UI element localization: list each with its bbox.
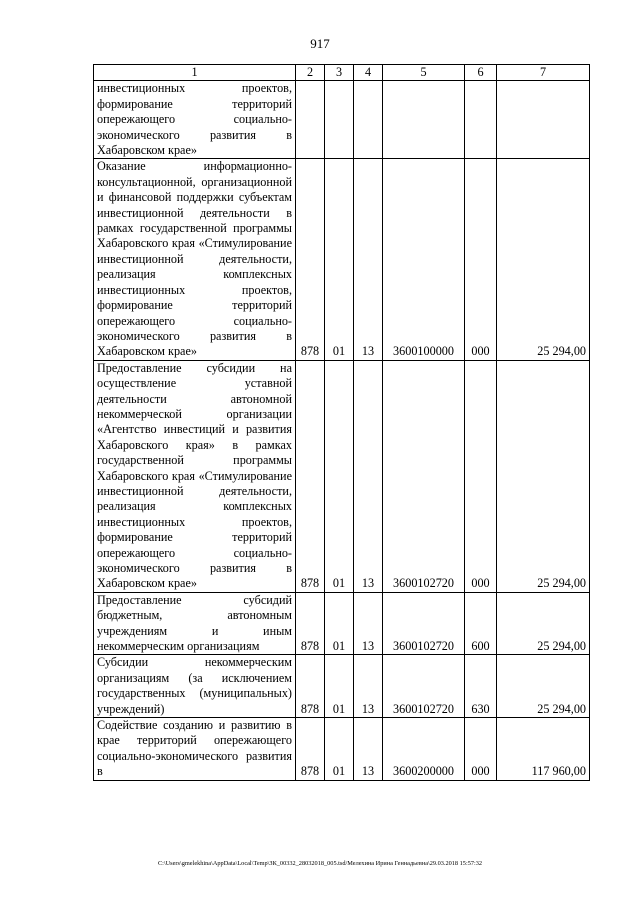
table-row [94, 592, 590, 655]
row-target-article: 3600102720 [383, 655, 465, 718]
header-col-3: 3 [325, 65, 354, 81]
file-path-footer: C:\Users\gmelekhina\AppData\Local\Temp\ЗК_00332_28032018_005.tsd/Мелехина Ирина Геннадьевна\29.03.2018 15:57:32 [157, 860, 483, 867]
header-col-6: 6 [465, 65, 497, 81]
row-amount [497, 81, 590, 159]
row-expense-type: 600 [465, 592, 497, 655]
row-section-code: 01 [325, 592, 354, 655]
row-ministry-code: 878 [296, 159, 325, 360]
row-target-article [383, 81, 465, 159]
row-subsection-code: 13 [354, 655, 383, 718]
row-expense-type: 000 [465, 718, 497, 781]
row-name: Предоставление субсидии на осуществление уставной деятельности автономной некоммерческой организации «Агентство инвестиций и развития Хабаровского края» в рамках государственной программы Хабаровского края «Стимулирование инвестиционной деятельности, реализация комплексных инвестиционных проектов, формирование территорий опережающего социально-экономического развития в Хабаровском крае» [94, 360, 296, 592]
row-subsection-code: 13 [354, 592, 383, 655]
row-amount: 25 294,00 [497, 360, 590, 592]
row-target-article: 3600102720 [383, 592, 465, 655]
row-section-code: 01 [325, 655, 354, 718]
row-expense-type: 000 [465, 159, 497, 360]
row-amount: 25 294,00 [497, 592, 590, 655]
table-row [94, 81, 590, 159]
row-ministry-code: 878 [296, 655, 325, 718]
row-subsection-code: 13 [354, 718, 383, 781]
row-subsection-code: 13 [354, 159, 383, 360]
row-ministry-code [296, 81, 325, 159]
header-col-4: 4 [354, 65, 383, 81]
row-target-article: 3600100000 [383, 159, 465, 360]
row-ministry-code: 878 [296, 360, 325, 592]
row-expense-type [465, 81, 497, 159]
header-col-1: 1 [94, 65, 296, 81]
row-amount: 117 960,00 [497, 718, 590, 781]
table-row [94, 655, 590, 718]
row-name: инвестиционных проектов, формирование территорий опережающего социально-экономического развития в Хабаровском крае» [94, 81, 296, 159]
row-name: Предоставление субсидий бюджетным, автономным учреждениям и иным некоммерческим организациям [94, 592, 296, 655]
row-name: Субсидии некоммерческим организациям (за исключением государственных (муниципальных) учреждений) [94, 655, 296, 718]
row-ministry-code: 878 [296, 592, 325, 655]
row-subsection-code: 13 [354, 360, 383, 592]
row-section-code: 01 [325, 360, 354, 592]
row-ministry-code: 878 [296, 718, 325, 781]
header-col-5: 5 [383, 65, 465, 81]
row-expense-type: 630 [465, 655, 497, 718]
row-amount: 25 294,00 [497, 159, 590, 360]
row-target-article: 3600200000 [383, 718, 465, 781]
row-section-code [325, 81, 354, 159]
header-col-7: 7 [497, 65, 590, 81]
header-col-2: 2 [296, 65, 325, 81]
row-name: Оказание информационно-консультационной, организационной и финансовой поддержки субъектам инвестиционной деятельности в рамках государственной программы Хабаровского края «Стимулирование инвестиционной деятельности, реализация комплексных инвестиционных проектов, формирование территорий опережающего социально-экономического развития в Хабаровском крае» [94, 159, 296, 360]
page-number: 917 [310, 36, 330, 51]
row-target-article: 3600102720 [383, 360, 465, 592]
row-section-code: 01 [325, 159, 354, 360]
budget-table [93, 64, 590, 781]
row-name: Содействие созданию и развитию в крае территорий опережающего социально-экономического развития в [94, 718, 296, 781]
table-row [94, 718, 590, 781]
row-expense-type: 000 [465, 360, 497, 592]
header-row [94, 65, 590, 81]
table-row [94, 159, 590, 360]
table-row [94, 360, 590, 592]
row-section-code: 01 [325, 718, 354, 781]
row-subsection-code [354, 81, 383, 159]
row-amount: 25 294,00 [497, 655, 590, 718]
